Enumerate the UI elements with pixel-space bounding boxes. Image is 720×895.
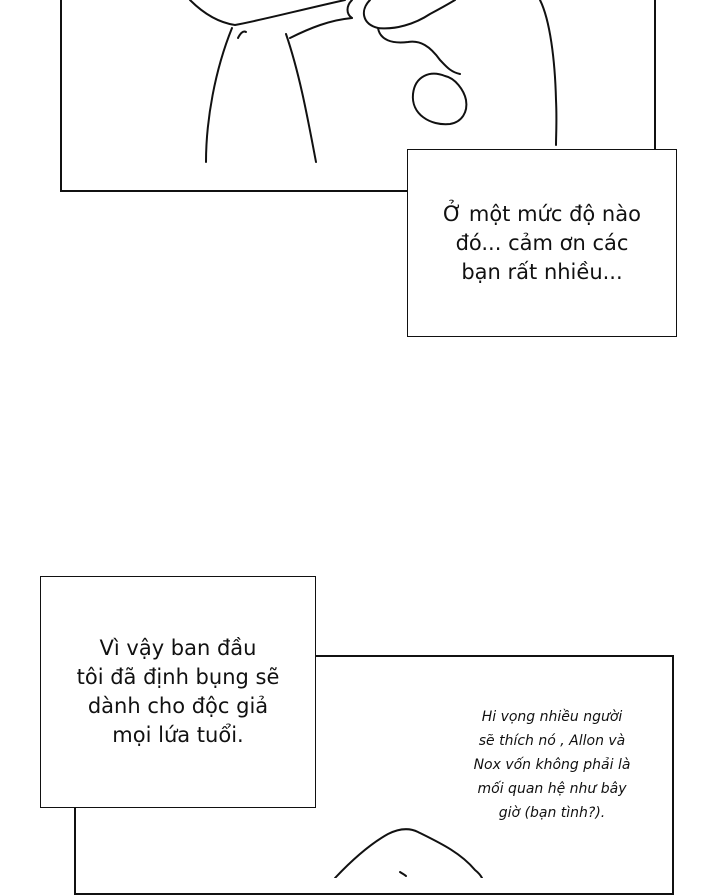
note-line: mối quan hệ như bây <box>477 781 627 797</box>
caption-box-thanks <box>407 149 677 337</box>
caption-line: tôi đã định bụng sẽ <box>76 665 280 689</box>
caption-line: dành cho độc giả <box>87 694 269 718</box>
caption-line: đó... cảm ơn các <box>455 230 629 255</box>
caption-line: Ở một mức độ nào <box>443 201 641 226</box>
note-line: Nox vốn không phải là <box>473 757 631 773</box>
caption-line: Vì vậy ban đầu <box>99 636 257 660</box>
note-line: giờ (bạn tình?). <box>498 805 606 821</box>
caption-line: bạn rất nhiều... <box>461 259 623 284</box>
caption-line: mọi lứa tuổi. <box>112 723 244 747</box>
caption-text-thanks <box>443 200 641 287</box>
handwritten-note <box>452 705 652 825</box>
caption-box-intent <box>40 576 316 808</box>
note-line: sẽ thích nó , Allon và <box>478 733 626 749</box>
note-line: Hi vọng nhiều người <box>481 709 623 725</box>
caption-text-intent <box>77 634 280 750</box>
